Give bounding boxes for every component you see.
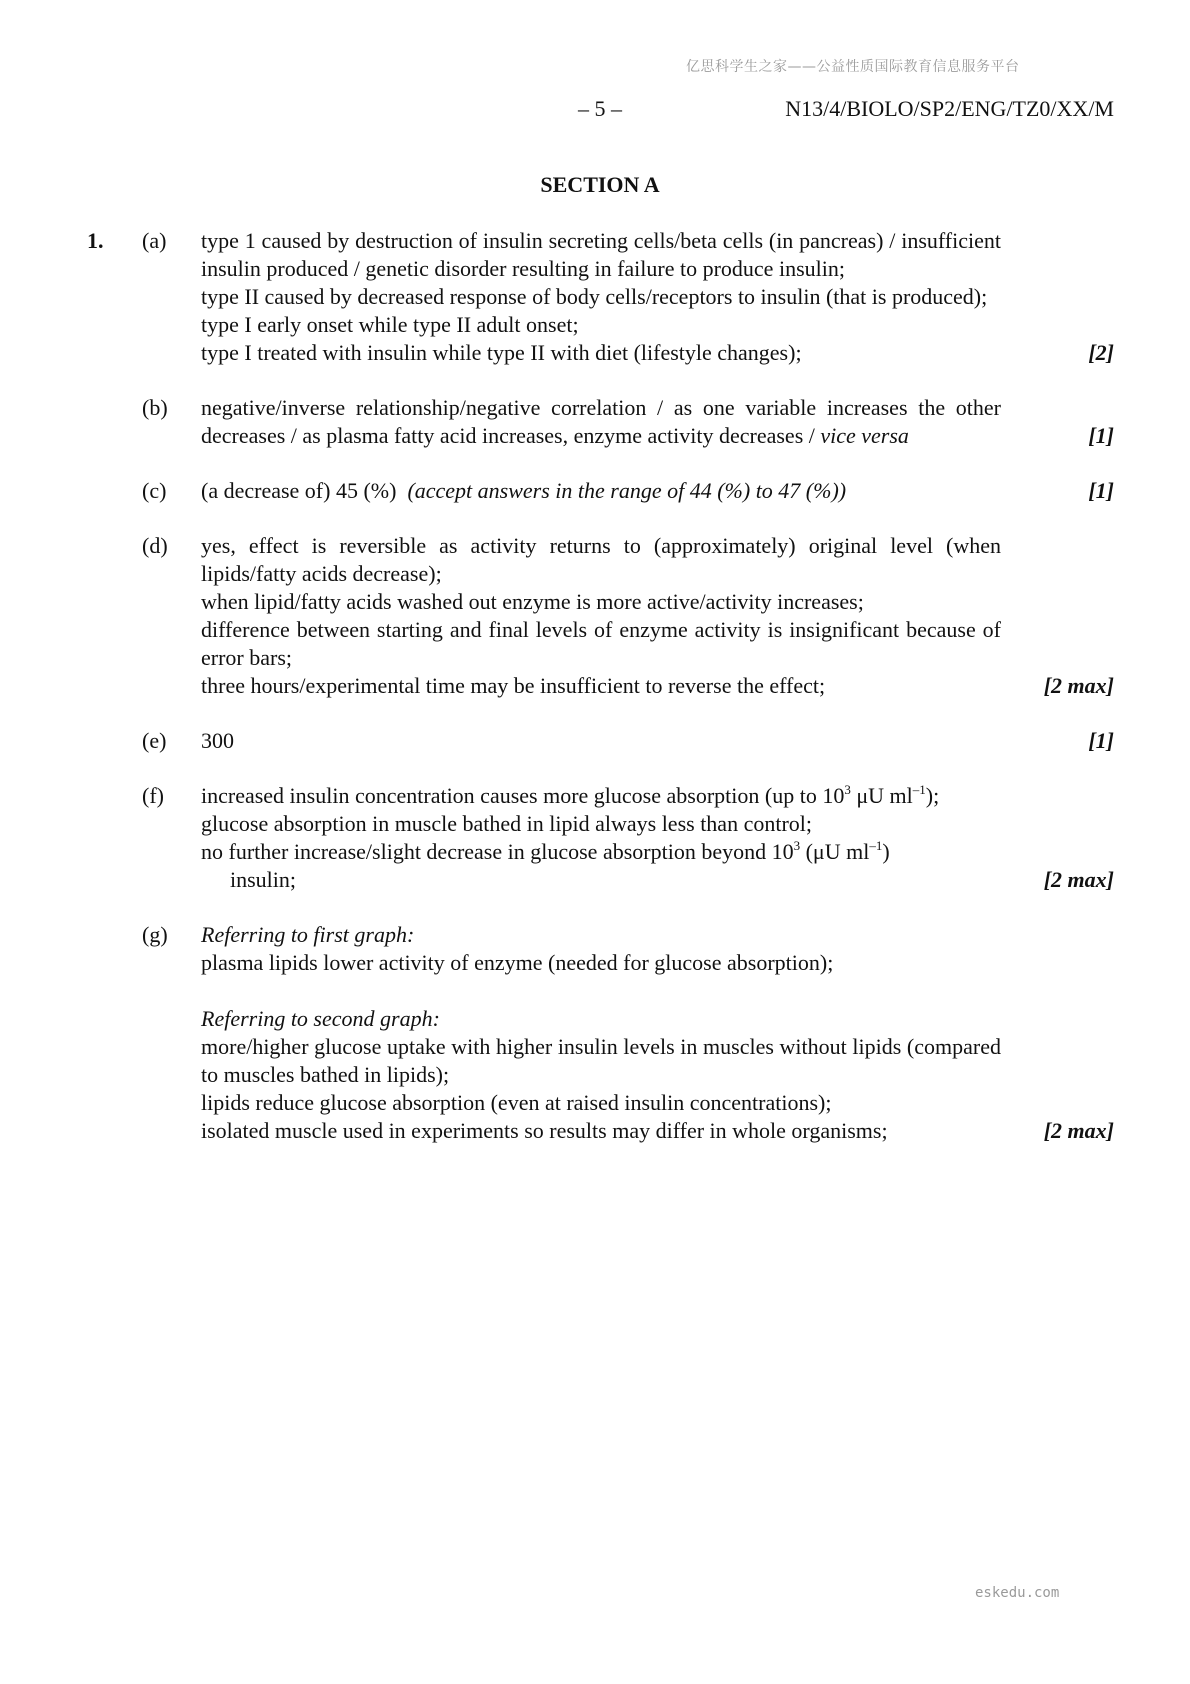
part-body bbox=[201, 477, 1001, 505]
part-d bbox=[0, 532, 1190, 700]
part-c bbox=[0, 477, 1190, 505]
answer-line bbox=[201, 477, 1001, 505]
part-body bbox=[201, 394, 1001, 450]
part-label: (f) bbox=[142, 783, 164, 808]
part-label: (d) bbox=[142, 533, 168, 558]
answer-line bbox=[201, 838, 1001, 866]
mark-allocation: [1] bbox=[1088, 728, 1114, 753]
answer-line: insulin; bbox=[230, 867, 297, 892]
exponent: 3 bbox=[793, 838, 801, 853]
unit: (μU ml bbox=[805, 839, 870, 864]
watermark-bottom: eskedu.com bbox=[975, 1585, 1060, 1601]
answer-line: lipids reduce glucose absorption (even at raised insulin concentrations); bbox=[201, 1090, 832, 1115]
mark-allocation: [1] bbox=[1088, 423, 1114, 448]
subheading: Referring to second graph: bbox=[201, 1006, 440, 1031]
answer-text: (a decrease of) 45 (%) bbox=[201, 478, 397, 503]
part-body bbox=[201, 921, 1001, 1145]
answer-line: type I treated with insulin while type II with diet (lifestyle changes); bbox=[201, 340, 802, 365]
document-code: N13/4/BIOLO/SP2/ENG/TZ0/XX/M bbox=[785, 96, 1114, 121]
part-body bbox=[201, 727, 1001, 755]
exponent: –1 bbox=[912, 782, 926, 797]
part-f bbox=[0, 782, 1190, 894]
unit-expression bbox=[772, 839, 890, 864]
question-number: 1. bbox=[87, 228, 104, 253]
section-title: SECTION A bbox=[540, 172, 660, 197]
exponent: –1 bbox=[869, 838, 883, 853]
mark-allocation: [2 max] bbox=[1043, 1118, 1114, 1143]
number: 10 bbox=[771, 839, 794, 864]
number: 10 bbox=[822, 783, 845, 808]
answer-text: increased insulin concentration causes more glucose absorption (up to bbox=[201, 783, 817, 808]
answer-line: more/higher glucose uptake with higher insulin levels in muscles without lipids (compared to muscles bathed in lipids); bbox=[201, 1034, 1001, 1087]
mark-allocation: [2] bbox=[1088, 340, 1114, 365]
answer-note: (accept answers in the range of 44 (%) to 47 (%)) bbox=[407, 478, 847, 503]
answer-text: no further increase/slight decrease in glucose absorption beyond bbox=[201, 839, 767, 864]
answer-text: negative/inverse relationship/negative correlation / as one variable increases the other decreases / as plasma fatty acid increases, enzyme activity decreases / bbox=[201, 395, 1001, 448]
mark-allocation: [2 max] bbox=[1043, 867, 1114, 892]
unit: μU ml bbox=[856, 783, 913, 808]
part-e bbox=[0, 727, 1190, 755]
part-label: (e) bbox=[142, 728, 167, 753]
answer-line: glucose absorption in muscle bathed in lipid always less than control; bbox=[201, 811, 812, 836]
part-a bbox=[0, 227, 1190, 367]
part-body bbox=[201, 227, 1001, 367]
answer-line: type 1 caused by destruction of insulin secreting cells/beta cells (in pancreas) / insufficient insulin produced / genetic disorder resulting in failure to produce insulin; bbox=[201, 228, 1001, 281]
part-label: (a) bbox=[142, 228, 167, 253]
answer-line bbox=[201, 394, 1001, 450]
watermark-top: 亿思科学生之家——公益性质国际教育信息服务平台 bbox=[686, 59, 1020, 75]
subheading: Referring to first graph: bbox=[201, 922, 415, 947]
answer-line: three hours/experimental time may be insufficient to reverse the effect; bbox=[201, 673, 826, 698]
markscheme-content bbox=[0, 227, 1190, 1172]
answer-line: type II caused by decreased response of body cells/receptors to insulin (that is produced); bbox=[201, 284, 988, 309]
part-label: (b) bbox=[142, 395, 168, 420]
answer-line: isolated muscle used in experiments so results may differ in whole organisms; bbox=[201, 1118, 888, 1143]
answer-line: yes, effect is reversible as activity returns to (approximately) original level (when lipids/fatty acids decrease); bbox=[201, 533, 1001, 586]
unit-expression bbox=[822, 783, 939, 808]
part-label: (g) bbox=[142, 922, 168, 947]
answer-line: 300 bbox=[201, 728, 234, 753]
part-body bbox=[201, 782, 1001, 894]
part-b bbox=[0, 394, 1190, 450]
page-number: – 5 – bbox=[578, 96, 622, 121]
punctuation: ) bbox=[882, 839, 890, 864]
part-body bbox=[201, 532, 1001, 700]
part-g bbox=[0, 921, 1190, 1145]
answer-line: when lipid/fatty acids washed out enzyme is more active/activity increases; bbox=[201, 589, 864, 614]
answer-line: plasma lipids lower activity of enzyme (needed for glucose absorption); bbox=[201, 950, 834, 975]
mark-allocation: [2 max] bbox=[1043, 673, 1114, 698]
answer-italic-text: vice versa bbox=[820, 423, 909, 448]
punctuation: ); bbox=[925, 783, 940, 808]
exponent: 3 bbox=[844, 782, 851, 797]
answer-line: difference between starting and final levels of enzyme activity is insignificant because of error bars; bbox=[201, 617, 1001, 670]
answer-line: type I early onset while type II adult onset; bbox=[201, 312, 579, 337]
part-label: (c) bbox=[142, 478, 167, 503]
answer-line bbox=[201, 782, 1001, 810]
mark-allocation: [1] bbox=[1088, 478, 1114, 503]
